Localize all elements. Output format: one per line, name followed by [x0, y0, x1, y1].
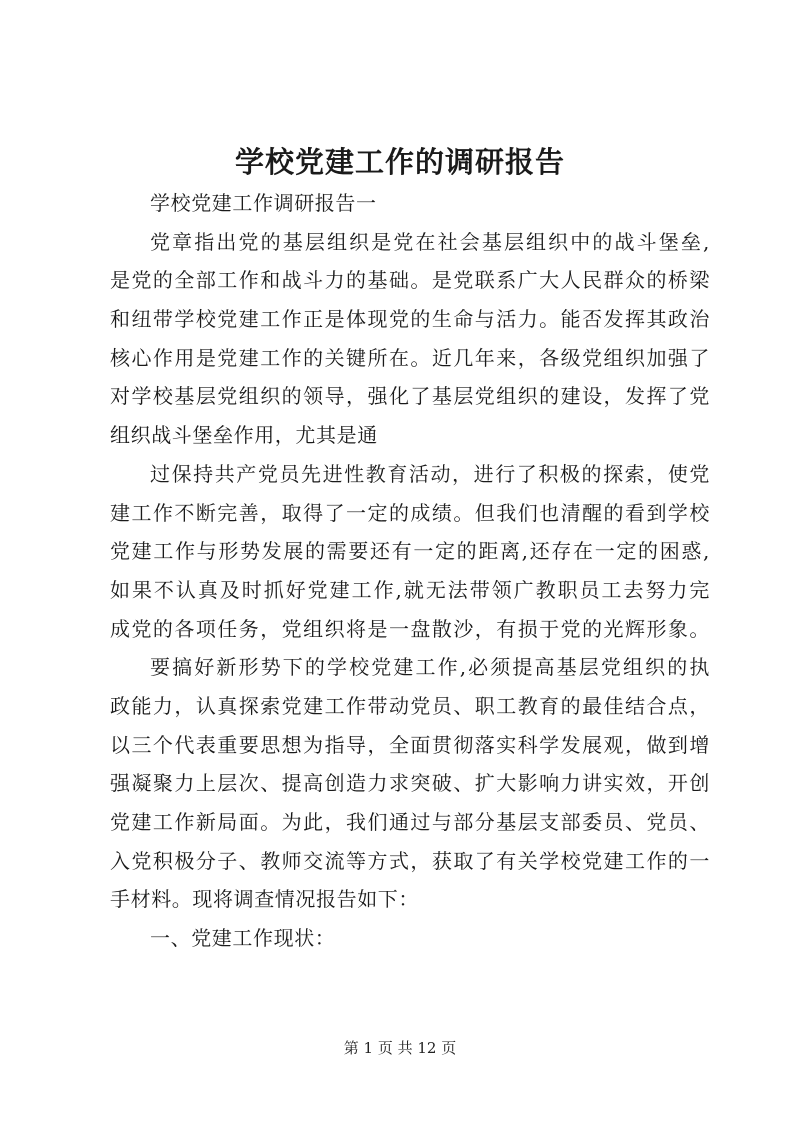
paragraph-line: 如果不认真及时抓好党建工作,就无法带领广教职员工去努力完 — [110, 577, 710, 602]
paragraph-line: 党章指出党的基层组织是党在社会基层组织中的战斗堡垒, — [150, 229, 710, 254]
paragraph-line: 党建工作新局面。为此，我们通过与部分基层支部委员、党员、 — [110, 810, 710, 834]
paragraph-line: 要搞好新形势下的学校党建工作,必须提高基层党组织的执 — [150, 655, 710, 680]
paragraph-line: 政能力，认真探索党建工作带动党员、职工教育的最佳结合点， — [110, 693, 710, 718]
paragraph-line: 对学校基层党组织的领导，强化了基层党组织的建设，发挥了党 — [110, 384, 710, 409]
paragraph-line: 是党的全部工作和战斗力的基础。是党联系广大人民群众的桥梁 — [110, 268, 710, 293]
paragraph-line: 强凝聚力上层次、提高创造力求突破、扩大影响力讲实效，开创 — [110, 771, 710, 796]
paragraph-line: 成党的各项任务，党组织将是一盘散沙，有损于党的光辉形象。 — [110, 616, 710, 641]
section-heading: 一、党建工作现状： — [150, 926, 336, 951]
paragraph-line: 组织战斗堡垒作用，尤其是通 — [110, 423, 378, 448]
paragraph-line: 建工作不断完善，取得了一定的成绩。但我们也清醒的看到学校 — [110, 500, 710, 525]
page-footer — [0, 1037, 800, 1058]
paragraph-line: 和纽带学校党建工作正是体现党的生命与活力。能否发挥其政治 — [110, 307, 710, 332]
page-number-label: 第 1 页 共 12 页 — [343, 1039, 457, 1057]
document-subtitle: 学校党建工作调研报告一 — [150, 191, 377, 215]
document-title: 学校党建工作的调研报告 — [234, 145, 565, 179]
paragraph-line: 入党积极分子、教师交流等方式，获取了有关学校党建工作的一 — [110, 848, 710, 873]
paragraph-line: 手材料。现将调查情况报告如下： — [110, 887, 419, 912]
paragraph-line: 核心作用是党建工作的关键所在。近几年来，各级党组织加强了 — [110, 345, 710, 370]
paragraph-line: 过保持共产党员先进性教育活动，进行了积极的探索，使党 — [150, 461, 710, 486]
paragraph-line: 党建工作与形势发展的需要还有一定的距离,还存在一定的困惑, — [110, 539, 710, 564]
document-body — [110, 184, 710, 958]
paragraph-line: 以三个代表重要思想为指导，全面贯彻落实科学发展观，做到增 — [110, 732, 710, 757]
